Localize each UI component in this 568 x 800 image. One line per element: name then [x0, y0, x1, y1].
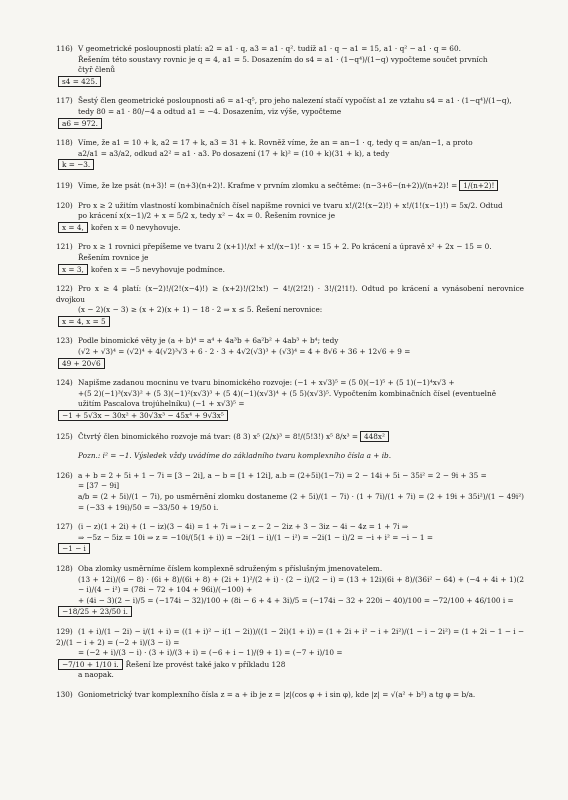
- problem-129: [56, 627, 524, 681]
- answer-box: k = −3.: [58, 159, 94, 170]
- problem-line: (1 + i)/(1 − 2i) − i/(1 + i) = ((1 + i)² − i(1 − 2i))/((1 − 2i)(1 + i)) = (1 + 2i + i² − i + 2i²)/(1 − i − 2i²) = (1 + 2i − 1 − i − 2)/(1 − i + 2) = (−2 + i)/(3 − i) =: [56, 626, 524, 647]
- problem-line: ⇒ −5z − 5iz = 10i ⇒ z = −10i/(5(1 + i)) = −2i(1 − i)/(1 − i²) = −2i(1 − i)/2 = −i + i² = −i − 1 =: [78, 532, 433, 542]
- problem-line: užitím Pascalova trojúhelníku) (−1 + x√3)⁵ =: [78, 399, 245, 409]
- problem-118: [56, 138, 524, 171]
- problem-number: 122): [56, 284, 73, 294]
- problem-number: 130): [56, 689, 73, 699]
- problem-124: [56, 378, 524, 421]
- problem-121: [56, 242, 524, 275]
- problem-line: +(5 2)(−1)³(x√3)² + (5 3)(−1)²(x√3)³ + (5 4)(−1)(x√3)⁴ + (5 5)(x√3)⁵. Vypočtením kombinačních čísel (eventuelně: [78, 388, 497, 398]
- problem-line: čtyř členů: [78, 65, 116, 75]
- problem-127: [56, 522, 524, 555]
- problem-number: 118): [56, 138, 73, 148]
- answer-tail: kořen x = −5 nevyhovuje podmínce.: [90, 264, 225, 274]
- answer-tail: kořen x = 0 nevyhovuje.: [90, 222, 181, 232]
- problem-line: a/b = (2 + 5i)/(1 − 7i), po usměrnění zlomku dostaneme (2 + 5i)/(1 − 7i) · (1 + 7i)/(1 + 7i) = (2 + 19i + 35i²)/(1 − 49i²) = (−33 + 19i)/50 = −33/50 + 19/50 i.: [78, 492, 524, 512]
- problem-line: Pro x ≥ 1 rovnici přepíšeme ve tvaru 2 (x+1)!/x! + x!/(x−1)! · x = 15 + 2. Po krácení a úpravě x² + 2x − 15 = 0.: [78, 242, 492, 252]
- answer-tail: Řešení lze provést také jako v příkladu 128: [125, 659, 286, 669]
- problem-117: [56, 96, 524, 129]
- problem-line: = (−2 + i)/(3 − i) · (3 + i)/(3 + i) = (−6 + i − 1)/(9 + 1) = (−7 + i)/10 =: [78, 648, 343, 658]
- answer-box: x = 4, x = 5: [58, 316, 110, 327]
- answer-box: s4 = 425.: [58, 76, 101, 87]
- problem-number: 127): [56, 522, 73, 532]
- problem-line: Goniometrický tvar komplexního čísla z = a + ib je z = |z|(cos φ + i sin φ), kde |z| = √(a² + b²) a tg φ = b/a.: [78, 689, 476, 699]
- answer-box: a6 = 972.: [58, 118, 102, 129]
- answer-box: −18/25 + 23/50 i.: [58, 606, 132, 617]
- problem-line: (x − 2)(x − 3) ≥ (x + 2)(x + 1) − 18 · 2 ⇒ x ≤ 5. Řešení nerovnice:: [78, 305, 323, 315]
- problem-116: [56, 44, 524, 87]
- problem-123: [56, 336, 524, 369]
- answer-box: −1 + 5√3x − 30x² + 30√3x³ − 45x⁴ + 9√3x⁵: [58, 410, 228, 421]
- problem-number: 128): [56, 563, 73, 573]
- answer-box: x = 4,: [58, 222, 88, 233]
- problem-122: [56, 284, 524, 327]
- problem-extra: a naopak.: [78, 670, 114, 680]
- problem-119: [56, 180, 524, 192]
- problem-line: Víme, že a1 = 10 + k, a2 = 17 + k, a3 = 31 + k. Rovněž víme, že an = an−1 · q, tedy q = an/an−1, a proto: [78, 138, 473, 148]
- problem-line: Podle binomické věty je (a + b)⁴ = a⁴ + 4a³b + 6a²b² + 4ab³ + b⁴; tedy: [78, 336, 339, 346]
- problem-line: Řešením rovnice je: [78, 252, 149, 262]
- problem-line: (√2 + √3)⁴ = (√2)⁴ + 4(√2)³√3 + 6 · 2 · 3 + 4√2(√3)³ + (√3)⁴ = 4 + 8√6 + 36 + 12√6 + 9 =: [78, 347, 411, 357]
- problem-note: [56, 451, 524, 462]
- problem-line: a + b = 2 + 5i + 1 − 7i = [3 − 2i], a − b = [1 + 12i], a.b = (2+5i)(1−7i) = 2 − 14i + 5i − 35i² = 2 − 9i + 35 =: [78, 470, 487, 480]
- note-text: Pozn.: i² = −1. Výsledek vždy uvádíme do základního tvaru komplexního čísla a + ib.: [78, 451, 392, 461]
- answer-box: 448x²: [360, 431, 389, 442]
- answer-box: 49 + 20√6: [58, 358, 105, 369]
- answer-box: −7/10 + 1/10 i.: [58, 659, 123, 670]
- problem-number: 119): [56, 180, 73, 190]
- problem-130: [56, 690, 524, 701]
- problem-125: [56, 431, 524, 443]
- problem-line: Oba zlomky usměrníme číslem komplexně sdruženým s příslušným jmenovatelem.: [78, 563, 383, 573]
- problem-line: Pro x ≥ 4 platí: (x−2)!/(2!(x−4)!) ≥ (x+2)!/(2!x!) − 4!/(2!2!) · 3!/(2!1!). Odtud po krácení a vynásobení nerovnice dvojkou: [56, 284, 524, 304]
- problem-line: po krácení x(x−1)/2 + x = 5/2 x, tedy x² − 4x = 0. Řešením rovnice je: [78, 211, 336, 221]
- problem-line: Čtvrtý člen binomického rozvoje má tvar: (8 3) x⁵ (2/x)³ = 8!/(5!3!) x⁵ 8/x³ =: [78, 431, 358, 441]
- problem-line: V geometrické posloupnosti platí: a2 = a1 · q, a3 = a1 · q². tudíž a1 · q − a1 = 15, a1 · q² − a1 · q = 60.: [78, 44, 461, 53]
- problem-number: 120): [56, 200, 73, 210]
- problem-line: Pro x ≥ 2 užitím vlastností kombinačních čísel napíšme rovnici ve tvaru x!/(2!(x−2)!) + x!/(1!(x−1)!) = 5x/2. Odtud: [78, 200, 503, 210]
- problem-line: (13 + 12i)/(6 − 8) · (6i + 8)/(6i + 8) + (2i + 1)²/(2 + i) · (2 − i)/(2 − i) = (13 + 12i)(6i + 8)/(36i² − 64) + (−4 + 4i + 1)(2 − i)/(4 − i²) = (78i − 72 + 104 + 96i)/(−100) +: [78, 574, 524, 595]
- problem-line: (i − z)(1 + 2i) + (1 − iz)(3 − 4i) = 1 + 7i ⇒ i − z − 2 − 2iz + 3 − 3iz − 4i − 4z = 1 + 7i ⇒: [78, 522, 409, 532]
- problem-line: tedy 80 = a1 · 80/−4 a odtud a1 = −4. Dosazením, viz výše, vypočteme: [78, 106, 342, 116]
- problem-number: 123): [56, 336, 73, 346]
- problem-120: [56, 201, 524, 234]
- problem-number: 125): [56, 431, 73, 441]
- problem-line: Šestý člen geometrické posloupnosti a6 = a1·q⁵, pro jeho nalezení stačí vypočíst a1 ze vztahu s4 = a1 · (1−q⁴)/(1−q),: [78, 96, 512, 106]
- problem-number: 126): [56, 470, 73, 480]
- problem-line: a2/a1 = a3/a2, odkud a2² = a1 · a3. Po dosazení (17 + k)² = (10 + k)(31 + k), a tedy: [78, 148, 390, 158]
- answer-box: −1 − i: [58, 543, 90, 554]
- problem-line: Víme, že lze psát (n+3)! = (n+3)(n+2)!. Krafme v prvním zlomku a sečtěme: (n−3+6−(n+2))/(n+2)! =: [78, 180, 458, 190]
- answer-box: 1/(n+2)!: [459, 180, 498, 191]
- problem-number: 124): [56, 378, 73, 388]
- problem-number: 117): [56, 96, 73, 106]
- problem-line: + (4i − 3)(2 − i)/5 = (−174i − 32)/100 + (8i − 6 + 4 + 3i)/5 = (−174i − 32 + 220i − 40)/100 = −72/100 + 46/100 i =: [78, 595, 514, 605]
- problem-line: = [37 − 9i]: [78, 481, 120, 491]
- problem-128: [56, 564, 524, 618]
- problem-line: Napišme zadanou mocninu ve tvaru binomického rozvoje: (−1 + x√3)⁵ = (5 0)(−1)⁵ + (5 1)(−1)⁴x√3 +: [78, 378, 455, 388]
- problem-number: 121): [56, 242, 73, 252]
- problem-line: Řešením této soustavy rovnic je q = 4, a1 = 5. Dosazením do s4 = a1 · (1−q⁴)/(1−q) vypočteme součet prvních: [78, 54, 488, 64]
- answer-box: x = 3,: [58, 264, 88, 275]
- problem-number: 129): [56, 626, 73, 636]
- problem-number: 116): [56, 44, 73, 53]
- problem-126: [56, 471, 524, 513]
